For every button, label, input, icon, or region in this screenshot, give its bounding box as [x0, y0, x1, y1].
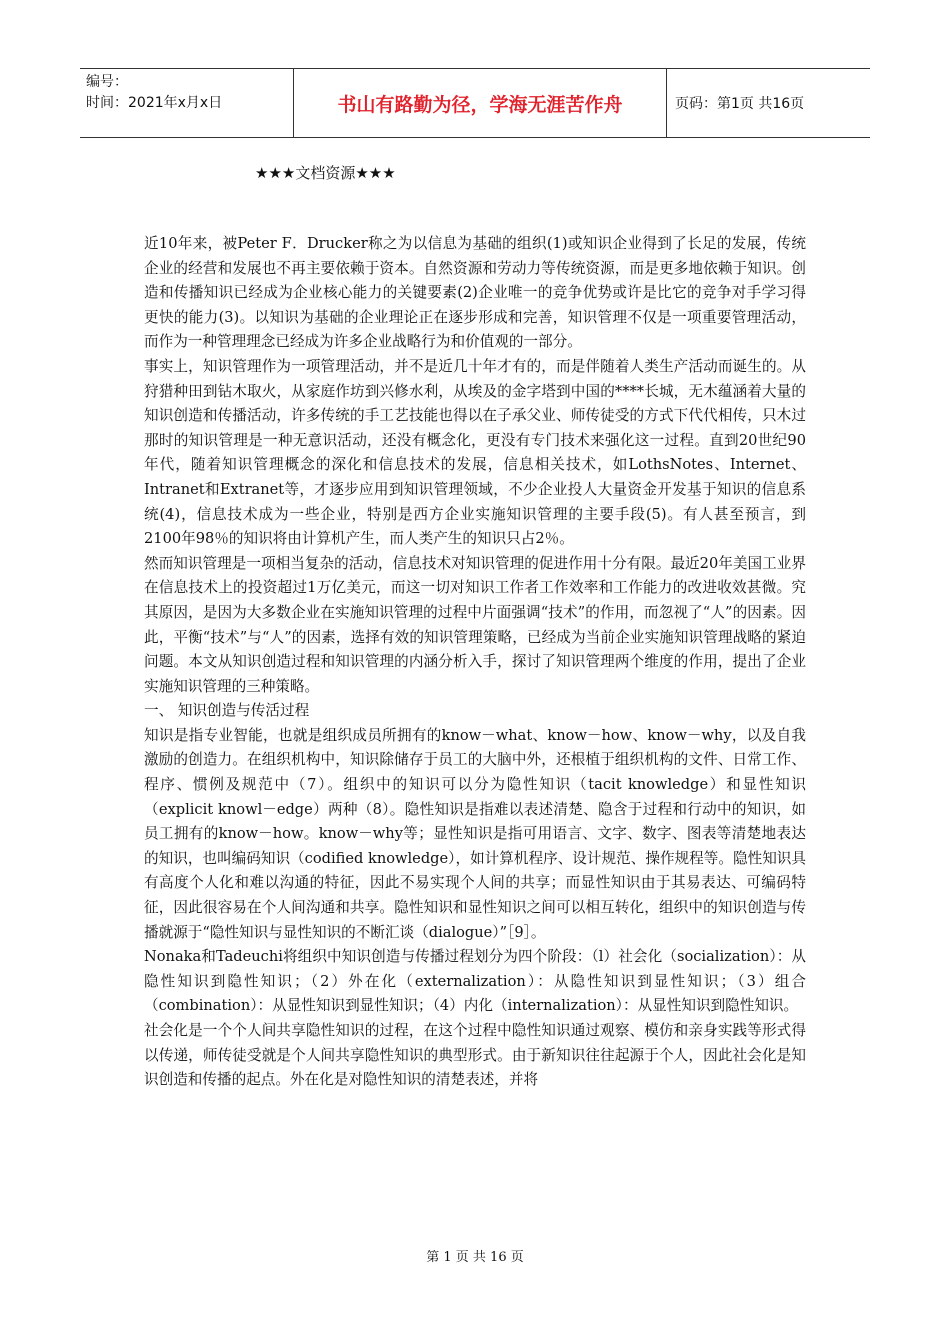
paragraph: 近10年来，被Peter F．Drucker称之为以信息为基础的组织(1)或知识企业得到了长足的发展，传统企业的经营和发展也不再主要依赖于资本。自然资源和劳动力等传统资源，而是更多地依赖于知识。创造和传播知识已经成为企业核心能力的关键要素(2)企业唯一的竞争优势或许是比它的竞争对手学习得更快的能力(3)。以知识为基础的企业理论正在逐步形成和完善，知识管理不仅是一项重要管理活动，而作为一种管理理念已经成为许多企业战略行为和价值观的一部分。	[144, 235, 806, 351]
paragraph: 然而知识管理是一项相当复杂的活动，信息技术对知识管理的促进作用十分有限。最近20年美国工业界在信息技术上的投资超过1万亿美元，而这一切对知识工作者工作效率和工作能力的改进收效甚微。究其原因，是因为大多数企业在实施知识管理的过程中片面强调“技术”的作用，而忽视了“人”的因素。因此，平衡“技术”与“人”的因素，选择有效的知识管理策略，已经成为当前企业实施知识管理战略的紧迫问题。本文从知识创造过程和知识管理的内涵分析入手，探讨了知识管理两个维度的作用，提出了企业实施知识管理的三种策略。	[144, 554, 806, 695]
document-body	[144, 232, 806, 1093]
paragraph: 知识是指专业智能，也就是组织成员所拥有的know－what、know－how、know－why，以及自我激励的创造力。在组织机构中，知识除储存于员工的大脑中外，还根植于组织机构的文件、日常工作、程序、惯例及规范中（7）。组织中的知识可以分为隐性知识（tacit knowledge）和显性知识（explicit knowl－edge）两种（8）。隐性知识是指难以表述清楚、隐含于过程和行动中的知识，如员工拥有的know－how。know－why等；显性知识是指可用语言、文字、数字、图表等清楚地表达的知识，也叫编码知识（codified knowledge），如计算机程序、设计规范、操作规程等。隐性知识具有高度个人化和难以沟通的特征，因此不易实现个人间的共享；而显性知识由于其易表达、可编码特征，因此很容易在个人间沟通和共享。隐性知识和显性知识之间可以相互转化，组织中的知识创造与传播就源于“隐性知识与显性知识的不断汇谈（dialogue）”［9］。	[144, 726, 806, 941]
paragraph: Nonaka和Tadeuchi将组织中知识创造与传播过程划分为四个阶段：（l）社会化（socialization）：从隐性知识到隐性知识；（2）外在化（externalization）：从隐性知识到显性知识；（3）组合（combination）：从显性知识到显性知识；（4）内化（internalization）：从显性知识到隐性知识。	[144, 948, 806, 1015]
paragraph: 社会化是一个个人间共享隐性知识的过程，在这个过程中隐性知识通过观察、模仿和亲身实践等形式得以传递，师传徒受就是个人间共享隐性知识的典型形式。由于新知识往往起源于个人，因此社会化是知识创造和传播的起点。外在化是对隐性知识的清楚表述，并将	[144, 1022, 806, 1089]
section-heading: 一、 知识创造与传活过程	[144, 702, 310, 720]
resource-banner: ★★★文档资源★★★	[255, 164, 396, 182]
code-label: 编号：	[86, 74, 128, 90]
paragraph: 事实上，知识管理作为一项管理活动，并不是近几十年才有的，而是伴随着人类生产活动而诞生的。从狩猎种田到钻木取火，从家庭作坊到兴修水利，从埃及的金字塔到中国的****长城，无木蕴涵着大量的知识创造和传播活动，许多传统的手工艺技能也得以在子承父业、师传徒受的方式下代代相传，只木过那时的知识管理是一种无意识活动，还没有概念化，更没有专门技术来强化这一过程。直到20世纪90年代，随着知识管理概念的深化和信息技术的发展，信息相关技术，如LothsNotes、Internet、Intranet和Extranet等，才逐步应用到知识管理领域，不少企业投人大量资金开发基于知识的信息系统(4)，信息技术成为一些企业，特别是西方企业实施知识管理的主要手段(5)。有人甚至预言，到2100年98％的知识将由计算机产生，而人类产生的知识只占2％。	[144, 357, 806, 548]
page-footer: 第 1 页 共 16 页	[426, 1250, 524, 1265]
document-header	[80, 68, 870, 138]
time-label: 时间：2021年x月x日	[86, 95, 223, 111]
header-page-info: 页码：第1页 共16页	[675, 96, 805, 112]
header-meta	[80, 69, 294, 137]
header-slogan: 书山有路勤为径，学海无涯苦作舟	[294, 69, 667, 137]
